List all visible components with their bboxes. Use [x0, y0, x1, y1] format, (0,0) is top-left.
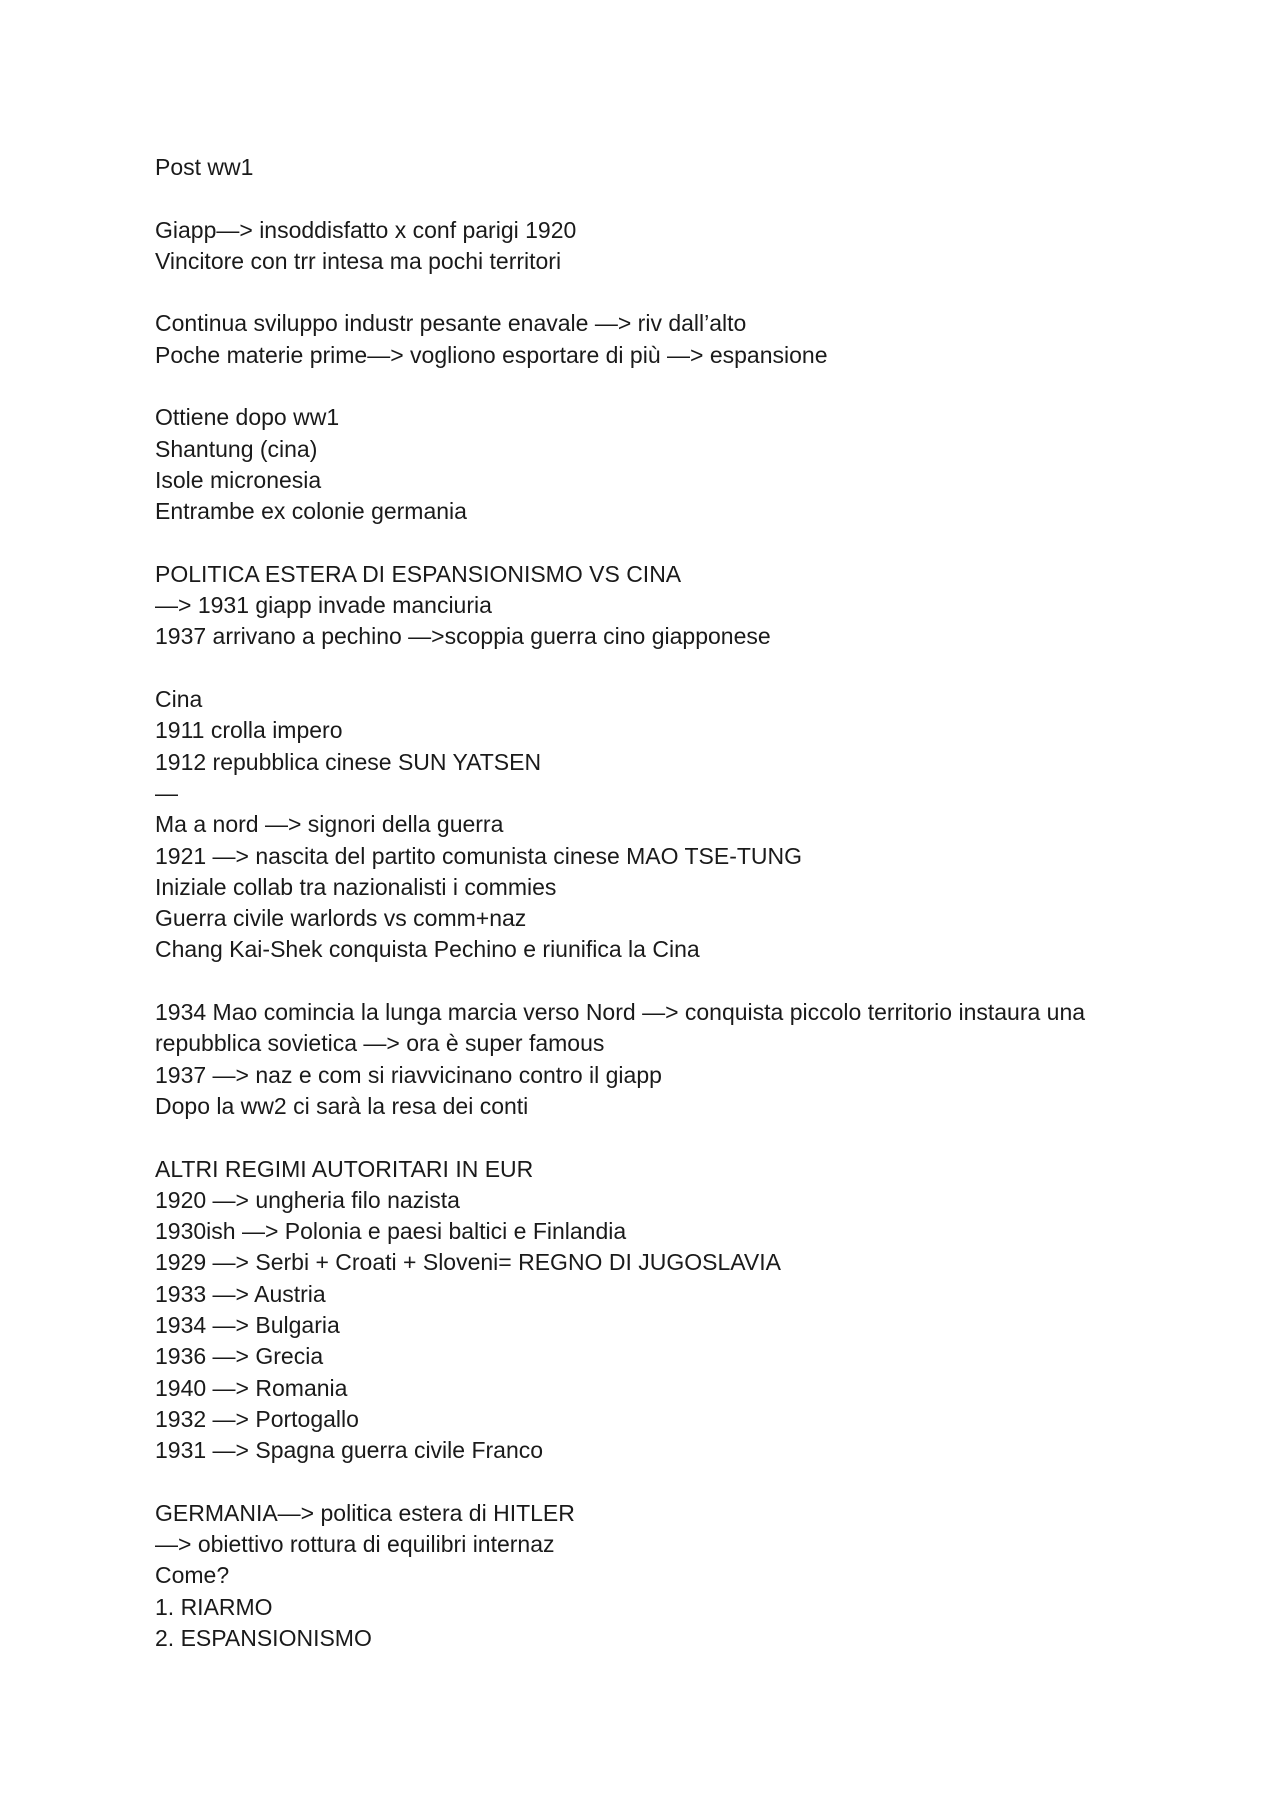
text-line: 1921 —> nascita del partito comunista cinese MAO TSE-TUNG: [155, 842, 803, 869]
text-line: Shantung (cina): [155, 435, 318, 462]
document-page: [155, 152, 1175, 1654]
text-line: Dopo la ww2 ci sarà la resa dei conti: [155, 1092, 529, 1119]
section-gap: [155, 528, 1175, 559]
text-line: Ottiene dopo ww1: [155, 404, 340, 431]
section-gap: [155, 371, 1175, 402]
text-line: 1934 —> Bulgaria: [155, 1311, 340, 1338]
section-gap: [155, 1466, 1175, 1497]
text-line: 1940 —> Romania: [155, 1374, 348, 1401]
text-section: [155, 308, 1175, 371]
text-section: [155, 1154, 1175, 1467]
section-gap: [155, 183, 1175, 214]
text-line: GERMANIA—> politica estera di HITLER: [155, 1499, 575, 1526]
text-line: 1937 arrivano a pechino —>scoppia guerra cino giapponese: [155, 623, 771, 650]
text-line: Giapp—> insoddisfatto x conf parigi 1920: [155, 216, 577, 243]
text-line: Vincitore con trr intesa ma pochi territori: [155, 247, 562, 274]
text-section: [155, 684, 1175, 966]
text-section: [155, 997, 1175, 1122]
text-line: —> 1931 giapp invade manciuria: [155, 592, 492, 619]
section-gap: [155, 1122, 1175, 1153]
text-line: —: [155, 779, 178, 806]
text-section: [155, 402, 1175, 527]
text-line: Cina: [155, 686, 203, 713]
section-gap: [155, 653, 1175, 684]
section-gap: [155, 966, 1175, 997]
text-line: 1931 —> Spagna guerra civile Franco: [155, 1437, 544, 1464]
text-line: 1. RIARMO: [155, 1593, 273, 1620]
text-line: 1911 crolla impero: [155, 717, 343, 744]
text-line: Post ww1: [155, 154, 254, 180]
text-line: Come?: [155, 1562, 230, 1589]
text-line: 1930ish —> Polonia e paesi baltici e Finlandia: [155, 1218, 627, 1245]
text-line: 1937 —> naz e com si riavvicinano contro il giapp: [155, 1061, 662, 1088]
text-line: 1933 —> Austria: [155, 1280, 326, 1307]
text-line: 1929 —> Serbi + Croati + Sloveni= REGNO DI JUGOSLAVIA: [155, 1249, 781, 1276]
text-line: 1932 —> Portogallo: [155, 1405, 359, 1432]
text-line: 1920 —> ungheria filo nazista: [155, 1186, 460, 1213]
text-section: [155, 1498, 1175, 1654]
text-section: [155, 559, 1175, 653]
text-line: Iniziale collab tra nazionalisti i commies: [155, 873, 557, 900]
text-line: Poche materie prime—> vogliono esportare di più —> espansione: [155, 341, 828, 368]
text-line: Isole micronesia: [155, 466, 322, 493]
text-line: Chang Kai-Shek conquista Pechino e riunifica la Cina: [155, 936, 700, 963]
text-line: POLITICA ESTERA DI ESPANSIONISMO VS CINA: [155, 560, 682, 587]
text-line: 1936 —> Grecia: [155, 1343, 324, 1370]
text-section: [155, 152, 1175, 183]
text-line: Continua sviluppo industr pesante enavale —> riv dall’alto: [155, 310, 747, 337]
text-line: ALTRI REGIMI AUTORITARI IN EUR: [155, 1155, 534, 1182]
text-section: [155, 215, 1175, 278]
section-gap: [155, 277, 1175, 308]
text-line: 1912 repubblica cinese SUN YATSEN: [155, 748, 542, 775]
text-line: Ma a nord —> signori della guerra: [155, 811, 504, 838]
text-line: 2. ESPANSIONISMO: [155, 1624, 372, 1651]
text-line: 1934 Mao comincia la lunga marcia verso Nord —> conquista piccolo territorio instaura una repubblica sovietica —> ora è super famous: [155, 999, 1092, 1057]
text-line: Guerra civile warlords vs comm+naz: [155, 905, 527, 932]
text-line: —> obiettivo rottura di equilibri internaz: [155, 1531, 555, 1558]
text-line: Entrambe ex colonie germania: [155, 498, 467, 525]
